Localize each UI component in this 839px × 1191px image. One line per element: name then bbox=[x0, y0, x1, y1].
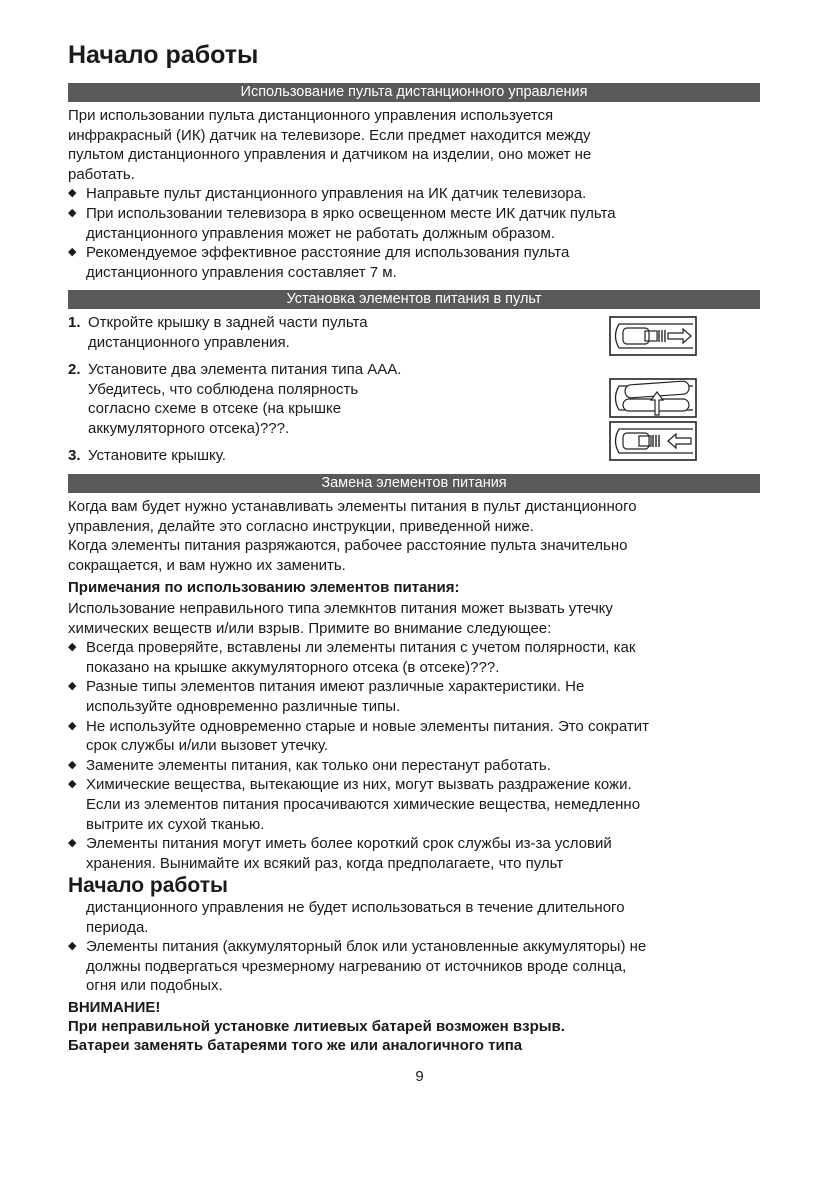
notes-intro-line: химических веществ и/или взрыв. Примите во внимание следующее: bbox=[68, 619, 552, 637]
intro-line: работать. bbox=[68, 165, 135, 183]
section-header-remote-usage: Использование пульта дистанционного управления bbox=[68, 83, 760, 102]
section-header-battery-install: Установка элементов питания в пульт bbox=[68, 290, 760, 309]
battery-cover-open-figure bbox=[609, 316, 697, 356]
intro-line: При использовании пульта дистанционного управления используется bbox=[68, 107, 554, 124]
diamond-bullet-icon: ◆ bbox=[68, 641, 77, 654]
continued-line: дистанционного управления не будет использоваться в течение длительного bbox=[86, 899, 625, 916]
diamond-bullet-icon: ◆ bbox=[68, 940, 77, 953]
bullet-item: ◆ Направьте пульт дистанционного управления на ИК датчик телевизора. bbox=[68, 185, 587, 203]
warning-line: Батареи заменять батареями того же или аналогичного типа bbox=[68, 1037, 523, 1054]
section-header-battery-replace: Замена элементов питания bbox=[68, 474, 760, 493]
diamond-bullet-icon: ◆ bbox=[68, 837, 77, 850]
paragraph-line: Когда элементы питания разряжаются, рабочее расстояние пульта значительно bbox=[68, 537, 628, 555]
diamond-bullet-icon: ◆ bbox=[68, 187, 77, 200]
diamond-bullet-icon: ◆ bbox=[68, 719, 77, 732]
bullet-item: ◆ Всегда проверяйте, вставлены ли элементы питания с учетом полярности, как показано на крышке аккумуляторного отсека (в отсеке)???. bbox=[68, 639, 636, 676]
page-title: Начало работы bbox=[68, 41, 259, 69]
bullet-item: ◆ Элементы питания могут иметь более короткий срок службы из-за условий хранения. Вынимайте их всякий раз, когда предполагаете, что пульт bbox=[68, 835, 612, 872]
battery-insert-figure bbox=[609, 378, 697, 418]
paragraph-line: управления, делайте это согласно инструкции, приведенной ниже. bbox=[68, 517, 534, 535]
step-item: 1. Откройте крышку в задней части пульта дистанционного управления. bbox=[68, 314, 368, 351]
step-item: 2. Установите два элемента питания типа AAA. Убедитесь, что соблюдена полярность согласно схеме в отсеке (на крышке аккумуляторного отсека)???. bbox=[68, 361, 402, 437]
bullet-item: ◆ Химические вещества, вытекающие из них, могут вызвать раздражение кожи. Если из элементов питания просачиваются химические вещества, немедленно вытрите их сухой тканью. bbox=[68, 776, 641, 833]
intro-line: пультом дистанционного управления и датчиком на изделии, оно может не bbox=[68, 146, 592, 164]
diamond-bullet-icon: ◆ bbox=[68, 207, 77, 219]
warning-heading: ВНИМАНИЕ! bbox=[68, 999, 161, 1016]
bullet-item: ◆ Не используйте одновременно старые и новые элементы питания. Это сократит срок службы и/или вызовет утечку. bbox=[68, 717, 649, 755]
diamond-bullet-icon: ◆ bbox=[68, 758, 77, 771]
paragraph-line: Когда вам будет нужно устанавливать элементы питания в пульт дистанционного bbox=[68, 498, 637, 515]
continued-line: периода. bbox=[86, 918, 149, 936]
bullet-item: ◆ При использовании телевизора в ярко освещенном месте ИК датчик пульта дистанционного управления может не работать должным образом. bbox=[68, 205, 616, 242]
notes-heading: Примечания по использованию элементов питания: bbox=[68, 579, 460, 596]
bullet-item: ◆ Разные типы элементов питания имеют различные характеристики. Не используйте одновременно различные типы. bbox=[68, 678, 585, 715]
warning-line: При неправильной установке литиевых батарей возможен взрыв. bbox=[68, 1018, 565, 1035]
diamond-bullet-icon: ◆ bbox=[68, 680, 77, 693]
page-number: 9 bbox=[415, 1068, 424, 1085]
diamond-bullet-icon: ◆ bbox=[68, 778, 77, 791]
bullet-item: ◆ Элементы питания (аккумуляторный блок или установленные аккумуляторы) не должны подвергаться чрезмерному нагреванию от источников вроде солнца, огня или подобных. bbox=[68, 938, 647, 995]
bullet-item: ◆ Рекомендуемое эффективное расстояние для использования пульта дистанционного управления составляет 7 м. bbox=[68, 244, 570, 281]
step-item: 3. Установите крышку. bbox=[68, 447, 226, 464]
diamond-bullet-icon: ◆ bbox=[68, 246, 77, 259]
bullet-item: ◆ Замените элементы питания, как только они перестанут работать. bbox=[68, 756, 551, 774]
intro-line: инфракрасный (ИК) датчик на телевизоре. Если предмет находится между bbox=[68, 126, 591, 144]
paragraph-line: сокращается, и вам нужно их заменить. bbox=[68, 556, 346, 574]
repeated-page-title: Начало работы bbox=[68, 874, 228, 897]
battery-cover-close-figure bbox=[609, 421, 697, 461]
notes-intro-line: Использование неправильного типа элемкнтов питания может вызвать утечку bbox=[68, 600, 613, 617]
